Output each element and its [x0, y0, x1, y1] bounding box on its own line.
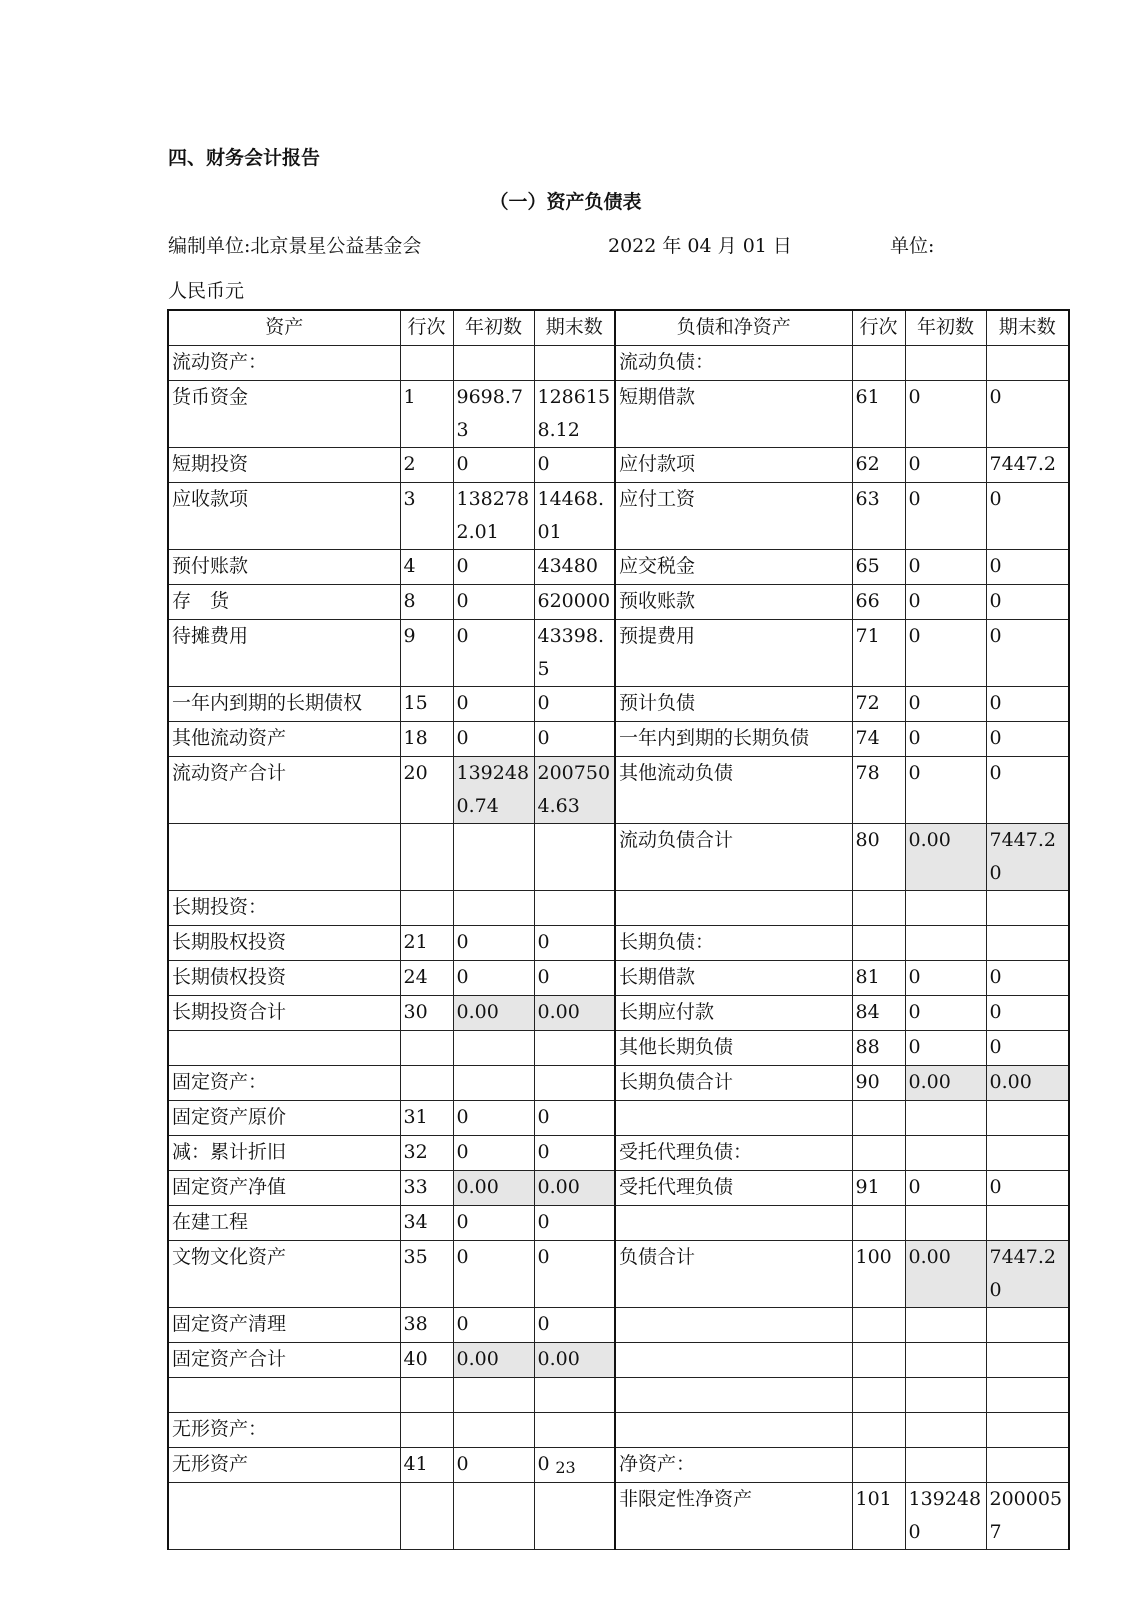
- table-row: [168, 1206, 1069, 1241]
- liability-line-no-cell: 63: [852, 483, 905, 550]
- asset-closing-cell: 14468.01: [534, 483, 615, 550]
- liability-name-cell: 长期借款: [615, 961, 852, 996]
- liability-line-no-cell: [852, 1413, 905, 1448]
- asset-opening-cell: [453, 1066, 534, 1101]
- asset-opening-cell: [453, 1031, 534, 1066]
- asset-line-no-cell: [400, 1031, 453, 1066]
- asset-opening-cell: 1392480.74: [453, 757, 534, 824]
- liability-opening-cell: 0.00: [905, 1241, 986, 1308]
- liability-opening-cell: 0: [905, 620, 986, 687]
- asset-line-no-cell: 34: [400, 1206, 453, 1241]
- liability-closing-cell: [986, 1101, 1069, 1136]
- liability-line-no-cell: 81: [852, 961, 905, 996]
- asset-line-no-cell: [400, 891, 453, 926]
- asset-line-no-cell: 2: [400, 448, 453, 483]
- asset-opening-cell: 0: [453, 926, 534, 961]
- asset-name-cell: 预付账款: [168, 550, 400, 585]
- asset-name-cell: 待摊费用: [168, 620, 400, 687]
- asset-name-cell: 无形资产：: [168, 1413, 400, 1448]
- asset-name-cell: 减：累计折旧: [168, 1136, 400, 1171]
- asset-name-cell: 固定资产：: [168, 1066, 400, 1101]
- asset-closing-cell: [534, 1031, 615, 1066]
- asset-name-cell: 短期投资: [168, 448, 400, 483]
- liability-name-cell: 流动负债：: [615, 346, 852, 381]
- liability-name-cell: 长期负债：: [615, 926, 852, 961]
- asset-name-cell: 一年内到期的长期债权: [168, 687, 400, 722]
- asset-closing-cell: [534, 1066, 615, 1101]
- liability-closing-cell: 7447.20: [986, 1241, 1069, 1308]
- liability-opening-cell: 0: [905, 687, 986, 722]
- liability-line-no-cell: 78: [852, 757, 905, 824]
- asset-line-no-cell: 40: [400, 1343, 453, 1378]
- liability-line-no-cell: 100: [852, 1241, 905, 1308]
- asset-closing-cell: [534, 1413, 615, 1448]
- table-row: [168, 448, 1069, 483]
- liability-closing-cell: 0: [986, 757, 1069, 824]
- asset-closing-cell: 0: [534, 1206, 615, 1241]
- asset-closing-cell: [534, 346, 615, 381]
- liability-opening-cell: [905, 926, 986, 961]
- table-row: [168, 1031, 1069, 1066]
- asset-opening-cell: 0: [453, 1308, 534, 1343]
- liability-closing-cell: [986, 1378, 1069, 1413]
- liability-opening-cell: [905, 1136, 986, 1171]
- header-assets: 资产: [168, 310, 400, 346]
- asset-line-no-cell: 15: [400, 687, 453, 722]
- liability-opening-cell: [905, 1343, 986, 1378]
- asset-closing-cell: [534, 824, 615, 891]
- liability-opening-cell: 0: [905, 757, 986, 824]
- asset-line-no-cell: 4: [400, 550, 453, 585]
- asset-opening-cell: 9698.73: [453, 381, 534, 448]
- asset-name-cell: 文物文化资产: [168, 1241, 400, 1308]
- asset-closing-cell: 0: [534, 1308, 615, 1343]
- asset-line-no-cell: [400, 1413, 453, 1448]
- asset-opening-cell: 0: [453, 1136, 534, 1171]
- liability-name-cell: 预计负债: [615, 687, 852, 722]
- asset-closing-cell: 0.00: [534, 1343, 615, 1378]
- asset-opening-cell: 0: [453, 1101, 534, 1136]
- liability-line-no-cell: [852, 1343, 905, 1378]
- liability-closing-cell: [986, 926, 1069, 961]
- liability-line-no-cell: [852, 1101, 905, 1136]
- asset-name-cell: [168, 1483, 400, 1550]
- table-row: [168, 1308, 1069, 1343]
- liability-name-cell: 短期借款: [615, 381, 852, 448]
- liability-opening-cell: 1392480: [905, 1483, 986, 1550]
- liability-closing-cell: [986, 1136, 1069, 1171]
- table-row: [168, 620, 1069, 687]
- asset-opening-cell: 0: [453, 687, 534, 722]
- table-row: [168, 550, 1069, 585]
- asset-name-cell: 存 货: [168, 585, 400, 620]
- asset-opening-cell: 0.00: [453, 1171, 534, 1206]
- table-row: [168, 824, 1069, 891]
- liability-closing-cell: 2000057: [986, 1483, 1069, 1550]
- liability-line-no-cell: [852, 1136, 905, 1171]
- asset-opening-cell: [453, 1483, 534, 1550]
- asset-closing-cell: 43398.5: [534, 620, 615, 687]
- table-row: [168, 585, 1069, 620]
- table-row: [168, 1171, 1069, 1206]
- table-row: [168, 483, 1069, 550]
- liability-opening-cell: [905, 1378, 986, 1413]
- liability-name-cell: [615, 891, 852, 926]
- table-row: [168, 1136, 1069, 1171]
- asset-line-no-cell: 9: [400, 620, 453, 687]
- table-row: [168, 1343, 1069, 1378]
- liability-opening-cell: [905, 891, 986, 926]
- asset-line-no-cell: 41: [400, 1448, 453, 1483]
- asset-name-cell: [168, 824, 400, 891]
- asset-closing-cell: 2007504.63: [534, 757, 615, 824]
- asset-closing-cell: 0: [534, 1136, 615, 1171]
- asset-opening-cell: 0: [453, 550, 534, 585]
- table-row: [168, 961, 1069, 996]
- liability-opening-cell: 0.00: [905, 1066, 986, 1101]
- header-opening: 年初数: [453, 310, 534, 346]
- asset-name-cell: 无形资产: [168, 1448, 400, 1483]
- liability-name-cell: 流动负债合计: [615, 824, 852, 891]
- asset-name-cell: 流动资产：: [168, 346, 400, 381]
- asset-opening-cell: 0: [453, 1241, 534, 1308]
- liability-closing-cell: 0.00: [986, 1066, 1069, 1101]
- asset-opening-cell: 0: [453, 448, 534, 483]
- asset-line-no-cell: 3: [400, 483, 453, 550]
- liability-name-cell: 预提费用: [615, 620, 852, 687]
- asset-opening-cell: 1382782.01: [453, 483, 534, 550]
- asset-closing-cell: 0: [534, 687, 615, 722]
- liability-line-no-cell: 66: [852, 585, 905, 620]
- liability-opening-cell: 0: [905, 722, 986, 757]
- table-row: [168, 757, 1069, 824]
- liability-opening-cell: 0.00: [905, 824, 986, 891]
- asset-closing-cell: 43480: [534, 550, 615, 585]
- liability-opening-cell: 0: [905, 996, 986, 1031]
- liability-opening-cell: 0: [905, 1171, 986, 1206]
- liability-name-cell: 其他流动负债: [615, 757, 852, 824]
- liability-line-no-cell: 61: [852, 381, 905, 448]
- asset-opening-cell: [453, 1378, 534, 1413]
- asset-name-cell: 长期投资：: [168, 891, 400, 926]
- asset-closing-cell: 0: [534, 961, 615, 996]
- liability-closing-cell: 0: [986, 1171, 1069, 1206]
- table-row: [168, 1413, 1069, 1448]
- liability-closing-cell: 0: [986, 996, 1069, 1031]
- liability-name-cell: 应付工资: [615, 483, 852, 550]
- asset-opening-cell: [453, 824, 534, 891]
- asset-name-cell: 固定资产合计: [168, 1343, 400, 1378]
- liability-closing-cell: [986, 891, 1069, 926]
- asset-line-no-cell: 32: [400, 1136, 453, 1171]
- unit-label: 单位:: [890, 235, 935, 257]
- liability-name-cell: 一年内到期的长期负债: [615, 722, 852, 757]
- header-closing: 期末数: [534, 310, 615, 346]
- report-date: 2022 年 04 月 01 日: [608, 235, 792, 257]
- liability-name-cell: [615, 1308, 852, 1343]
- asset-line-no-cell: [400, 1483, 453, 1550]
- asset-line-no-cell: [400, 346, 453, 381]
- liability-closing-cell: 7447.20: [986, 824, 1069, 891]
- asset-name-cell: 长期债权投资: [168, 961, 400, 996]
- liability-closing-cell: 0: [986, 722, 1069, 757]
- liability-opening-cell: [905, 1308, 986, 1343]
- liability-closing-cell: 7447.2: [986, 448, 1069, 483]
- liability-closing-cell: 0: [986, 585, 1069, 620]
- liability-name-cell: 受托代理负债: [615, 1171, 852, 1206]
- liability-opening-cell: [905, 1101, 986, 1136]
- asset-opening-cell: 0: [453, 1448, 534, 1483]
- asset-closing-cell: 0: [534, 448, 615, 483]
- asset-closing-cell: 0: [534, 1448, 615, 1483]
- liability-name-cell: 非限定性净资产: [615, 1483, 852, 1550]
- liability-closing-cell: [986, 1343, 1069, 1378]
- asset-opening-cell: 0.00: [453, 1343, 534, 1378]
- liability-name-cell: [615, 1206, 852, 1241]
- asset-line-no-cell: 24: [400, 961, 453, 996]
- table-row: [168, 346, 1069, 381]
- table-row: [168, 1101, 1069, 1136]
- liability-line-no-cell: 71: [852, 620, 905, 687]
- liability-name-cell: 长期应付款: [615, 996, 852, 1031]
- liability-line-no-cell: [852, 1206, 905, 1241]
- table-row: [168, 1483, 1069, 1550]
- asset-line-no-cell: [400, 824, 453, 891]
- header-liabilities: 负债和净资产: [615, 310, 852, 346]
- asset-closing-cell: 0: [534, 722, 615, 757]
- liability-closing-cell: 0: [986, 381, 1069, 448]
- asset-name-cell: 其他流动资产: [168, 722, 400, 757]
- liability-line-no-cell: 88: [852, 1031, 905, 1066]
- liability-closing-cell: 0: [986, 961, 1069, 996]
- currency-label: 人民币元: [168, 280, 245, 302]
- asset-line-no-cell: 30: [400, 996, 453, 1031]
- asset-opening-cell: 0.00: [453, 996, 534, 1031]
- table-row: [168, 996, 1069, 1031]
- liability-opening-cell: [905, 1413, 986, 1448]
- asset-name-cell: 长期投资合计: [168, 996, 400, 1031]
- liability-line-no-cell: [852, 891, 905, 926]
- liability-name-cell: [615, 1413, 852, 1448]
- asset-line-no-cell: [400, 1378, 453, 1413]
- asset-line-no-cell: 21: [400, 926, 453, 961]
- liability-name-cell: [615, 1378, 852, 1413]
- liability-opening-cell: 0: [905, 1031, 986, 1066]
- asset-line-no-cell: 20: [400, 757, 453, 824]
- header-line-no: 行次: [400, 310, 453, 346]
- liability-name-cell: 应付款项: [615, 448, 852, 483]
- asset-name-cell: 固定资产原价: [168, 1101, 400, 1136]
- table-header-row: [168, 310, 1069, 346]
- liability-closing-cell: 0: [986, 483, 1069, 550]
- liability-opening-cell: 0: [905, 448, 986, 483]
- liability-closing-cell: 0: [986, 550, 1069, 585]
- liability-name-cell: 预收账款: [615, 585, 852, 620]
- liability-opening-cell: [905, 346, 986, 381]
- asset-opening-cell: 0: [453, 585, 534, 620]
- asset-name-cell: 长期股权投资: [168, 926, 400, 961]
- table-row: [168, 1066, 1069, 1101]
- liability-opening-cell: 0: [905, 961, 986, 996]
- liability-name-cell: 受托代理负债：: [615, 1136, 852, 1171]
- asset-line-no-cell: 35: [400, 1241, 453, 1308]
- asset-name-cell: 应收款项: [168, 483, 400, 550]
- section-heading: 四、财务会计报告: [168, 147, 321, 169]
- liability-line-no-cell: [852, 1378, 905, 1413]
- asset-name-cell: 流动资产合计: [168, 757, 400, 824]
- asset-name-cell: 在建工程: [168, 1206, 400, 1241]
- balance-sheet-table: [167, 309, 1070, 1550]
- liability-line-no-cell: 91: [852, 1171, 905, 1206]
- asset-line-no-cell: 1: [400, 381, 453, 448]
- asset-line-no-cell: [400, 1066, 453, 1101]
- asset-closing-cell: [534, 1378, 615, 1413]
- table-row: [168, 926, 1069, 961]
- asset-name-cell: [168, 1378, 400, 1413]
- liability-closing-cell: [986, 1413, 1069, 1448]
- liability-name-cell: 净资产：: [615, 1448, 852, 1483]
- asset-line-no-cell: 33: [400, 1171, 453, 1206]
- asset-closing-cell: 0: [534, 926, 615, 961]
- asset-line-no-cell: 8: [400, 585, 453, 620]
- liability-opening-cell: 0: [905, 585, 986, 620]
- asset-closing-cell: 1286158.12: [534, 381, 615, 448]
- liability-line-no-cell: [852, 926, 905, 961]
- liability-name-cell: 长期负债合计: [615, 1066, 852, 1101]
- asset-name-cell: 固定资产清理: [168, 1308, 400, 1343]
- report-title: （一）资产负债表: [489, 191, 642, 213]
- asset-closing-cell: 620000: [534, 585, 615, 620]
- header-line-no-right: 行次: [852, 310, 905, 346]
- asset-line-no-cell: 38: [400, 1308, 453, 1343]
- header-opening-right: 年初数: [905, 310, 986, 346]
- liability-closing-cell: 0: [986, 1031, 1069, 1066]
- table-row: [168, 1241, 1069, 1308]
- liability-line-no-cell: 62: [852, 448, 905, 483]
- header-closing-right: 期末数: [986, 310, 1069, 346]
- liability-line-no-cell: 84: [852, 996, 905, 1031]
- balance-sheet-body: [168, 310, 1069, 1550]
- liability-line-no-cell: 72: [852, 687, 905, 722]
- asset-closing-cell: 0: [534, 1241, 615, 1308]
- preparing-organization: 编制单位:北京景星公益基金会: [168, 235, 422, 257]
- liability-name-cell: [615, 1101, 852, 1136]
- liability-line-no-cell: [852, 346, 905, 381]
- table-row: [168, 1378, 1069, 1413]
- asset-opening-cell: [453, 891, 534, 926]
- liability-opening-cell: 0: [905, 381, 986, 448]
- liability-closing-cell: 0: [986, 687, 1069, 722]
- table-row: [168, 891, 1069, 926]
- asset-opening-cell: 0: [453, 620, 534, 687]
- table-row: [168, 381, 1069, 448]
- asset-opening-cell: 0: [453, 961, 534, 996]
- asset-opening-cell: [453, 346, 534, 381]
- liability-name-cell: 负债合计: [615, 1241, 852, 1308]
- liability-closing-cell: [986, 1308, 1069, 1343]
- liability-name-cell: 应交税金: [615, 550, 852, 585]
- asset-name-cell: 固定资产净值: [168, 1171, 400, 1206]
- liability-line-no-cell: 90: [852, 1066, 905, 1101]
- asset-opening-cell: 0: [453, 1206, 534, 1241]
- table-row: [168, 687, 1069, 722]
- asset-opening-cell: 0: [453, 722, 534, 757]
- liability-line-no-cell: 74: [852, 722, 905, 757]
- liability-closing-cell: [986, 1206, 1069, 1241]
- asset-name-cell: [168, 1031, 400, 1066]
- asset-closing-cell: [534, 891, 615, 926]
- liability-name-cell: [615, 1343, 852, 1378]
- liability-line-no-cell: 101: [852, 1483, 905, 1550]
- liability-name-cell: 其他长期负债: [615, 1031, 852, 1066]
- asset-line-no-cell: 18: [400, 722, 453, 757]
- asset-opening-cell: [453, 1413, 534, 1448]
- liability-closing-cell: [986, 346, 1069, 381]
- table-row: [168, 722, 1069, 757]
- liability-line-no-cell: 65: [852, 550, 905, 585]
- liability-line-no-cell: 80: [852, 824, 905, 891]
- asset-name-cell: 货币资金: [168, 381, 400, 448]
- liability-line-no-cell: [852, 1308, 905, 1343]
- page-number: 23: [555, 1458, 576, 1477]
- liability-opening-cell: 0: [905, 550, 986, 585]
- asset-closing-cell: [534, 1483, 615, 1550]
- liability-opening-cell: [905, 1206, 986, 1241]
- liability-opening-cell: 0: [905, 483, 986, 550]
- asset-closing-cell: 0.00: [534, 1171, 615, 1206]
- asset-closing-cell: 0: [534, 1101, 615, 1136]
- asset-line-no-cell: 31: [400, 1101, 453, 1136]
- asset-closing-cell: 0.00: [534, 996, 615, 1031]
- liability-closing-cell: 0: [986, 620, 1069, 687]
